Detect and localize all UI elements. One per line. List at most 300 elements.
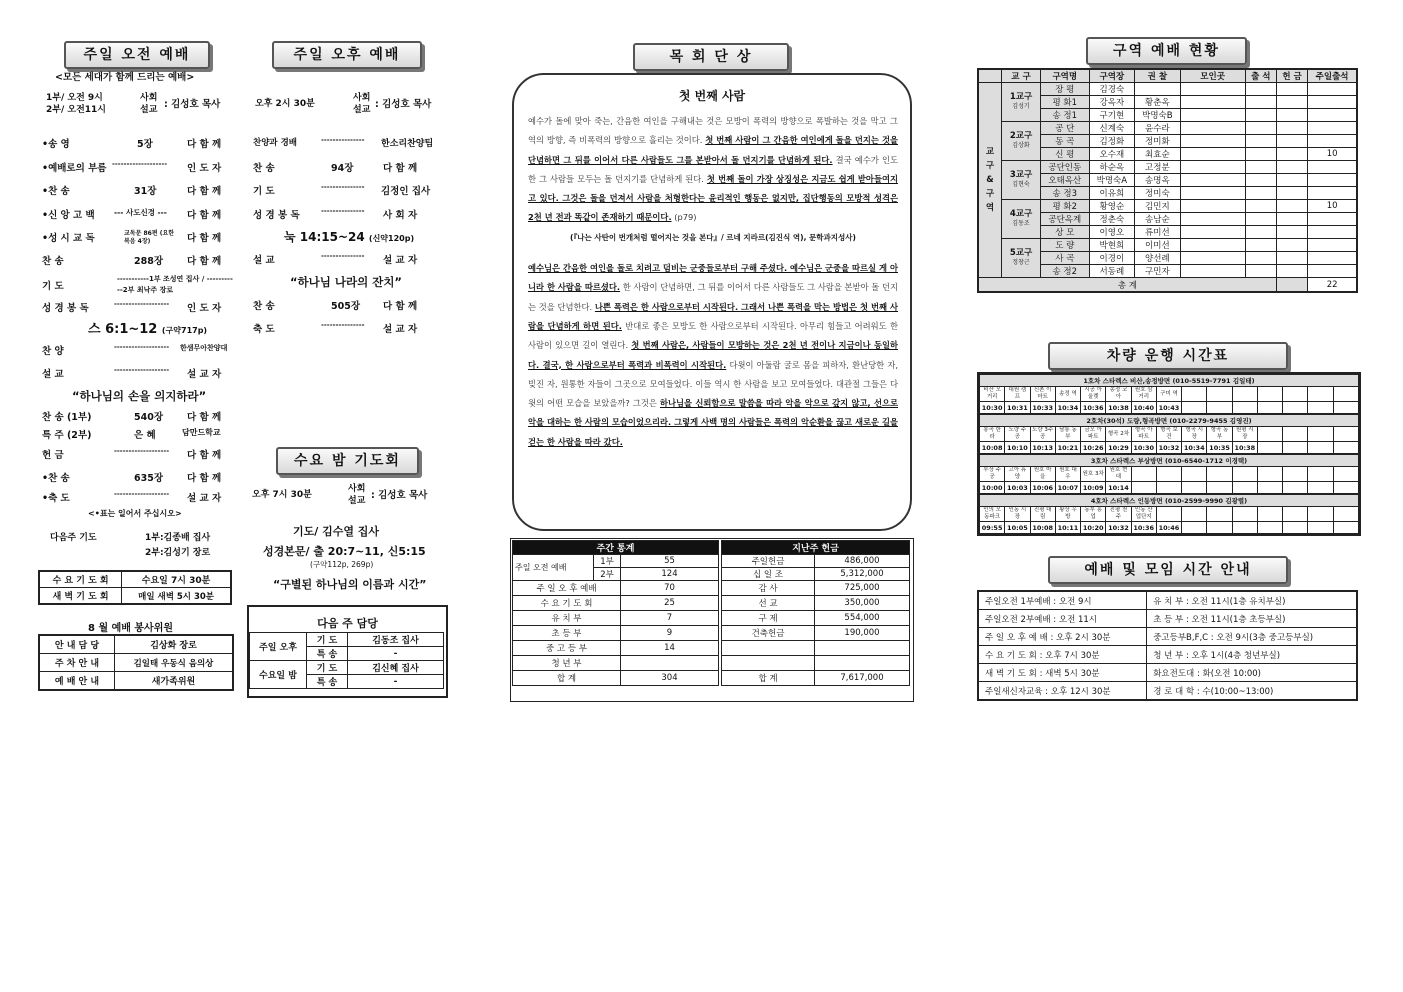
bus-time bbox=[1283, 402, 1308, 414]
table-cell: 상 모 bbox=[1041, 226, 1090, 239]
table-cell: 공단인동 bbox=[1041, 161, 1090, 174]
district-group: 5교구 정창근 bbox=[1002, 239, 1041, 278]
bus-stop: 금오 아파트 bbox=[1081, 427, 1106, 442]
table-cell: 박현희 bbox=[1089, 239, 1135, 252]
table-row: 특 송 - bbox=[250, 675, 444, 689]
bus-time: 10:36 bbox=[1081, 402, 1106, 414]
bus-time: 10:10 bbox=[1005, 442, 1030, 454]
bus-stop bbox=[1156, 507, 1181, 522]
bus-stop bbox=[1283, 467, 1308, 482]
bus-route-table bbox=[979, 414, 1359, 454]
table-cell: 양선례 bbox=[1135, 252, 1181, 265]
table-row bbox=[980, 442, 1359, 454]
table-cell bbox=[1180, 148, 1245, 161]
table-row: 합 계 304 bbox=[513, 671, 719, 686]
table-cell bbox=[1308, 174, 1357, 187]
bus-time bbox=[1232, 482, 1257, 494]
table-cell bbox=[1245, 83, 1276, 96]
bus-stop: 원호 현대 bbox=[1106, 467, 1131, 482]
bus-route-table bbox=[979, 374, 1359, 414]
bus-stop bbox=[1308, 387, 1333, 402]
table-cell: 송 정2 bbox=[1041, 265, 1090, 278]
table-cell bbox=[1245, 187, 1276, 200]
table-cell bbox=[1276, 226, 1307, 239]
morning-time-2: 2부/ 오전11시 bbox=[46, 105, 106, 115]
district-group: 3교구 김현숙 bbox=[1002, 161, 1041, 200]
table-row: 주일헌금 486,000 bbox=[722, 555, 910, 568]
stand-note: <•표는 일어서 주십시오> bbox=[88, 509, 182, 518]
bus-route-table bbox=[979, 494, 1359, 534]
table-row: 수요일 밤 기 도 김신혜 집사 bbox=[250, 661, 444, 675]
bus-stop: 구미 역 bbox=[1156, 387, 1181, 402]
table-row: 수 요 기 도 회 : 오후 7시 30분 청 년 부 : 오후 1시(4층 청년부실) bbox=[978, 646, 1357, 664]
table-row bbox=[980, 415, 1359, 427]
bus-stop bbox=[1333, 427, 1358, 442]
bus-stop: 원평 시장 bbox=[1232, 427, 1257, 442]
table-cell: 김경숙 bbox=[1089, 83, 1135, 96]
bus-route-title: 3호차 스타렉스 부상방면 (010-6540-1712 이경택) bbox=[980, 455, 1359, 467]
bus-time: 10:05 bbox=[1005, 522, 1030, 534]
schedule-table bbox=[977, 590, 1358, 701]
bus-time: 10:03 bbox=[1005, 482, 1030, 494]
table-cell bbox=[1276, 161, 1307, 174]
pastoral-paragraph-2: 예수님은 간음한 여인을 돌로 치려고 덤비는 군중들로부터 구해 주셨다. 예수님은 군중을 따르실 게 아니라 한 사람을 따르셨다. 한 사람이 단념하면, 그 뒤를 이어서 다른 사람들도 그 사람을 본받아 돌 던지는 것을 단념한다. 나쁜 폭력은 한 사람으로부터 시작된다. 그래서 나쁜 폭력을 막는 방법은 첫 번째 사람을 단념하게 하면 된다. 반대로 좋은 모방도 한 사람으로부터 시작된다. 아무리 힘들고 어려워도 한 사람이 있으면 길이 열린다. 첫 번째 사람은, 사람들이 모방하는 것은 2천 년 전이나 지금이나 동일하다. 결국, 한 사람으로부터 폭력과 비폭력이 시작된다. 다윗이 아둘람 굴로 몸을 피하자, 환난당한 자, 빚진 자, 원통한 자들이 그곳으로 모여들었다. 이들 역시 한 사람을 보고 모여들었다. 대관절 그들은 다윗의 어떤 모습을 보았을까? 그것은 하나님을 신뢰함으로 말씀을 따라 악을 악으로 갚지 않고, 선으로 악을 대하는 한 사람의 모습이었으리라. 그렇게 사백 명의 사람들은 폭력의 악순환을 끊고 새로운 길을 걷는 한 사람을 따라 갔다. bbox=[528, 263, 899, 447]
table-cell: 이영오 bbox=[1089, 226, 1135, 239]
table-row: 예 배 안 내 새가족위원 bbox=[39, 672, 233, 691]
bus-time: 10:38 bbox=[1232, 442, 1257, 454]
bus-stop: 남통 동부 bbox=[1055, 427, 1080, 442]
bus-time bbox=[1283, 442, 1308, 454]
table-cell bbox=[1180, 252, 1245, 265]
table-cell: 오태옥산 bbox=[1041, 174, 1090, 187]
table-cell: 신 평 bbox=[1041, 148, 1090, 161]
table-row: 주일오전 1부예배 : 오전 9시 유 치 부 : 오전 11시(1층 유치부실) bbox=[978, 591, 1357, 610]
bus-time: 10:29 bbox=[1106, 442, 1131, 454]
bus-time: 10:30 bbox=[1131, 442, 1156, 454]
table-cell: 구기현 bbox=[1089, 109, 1135, 122]
table-row: 청 년 부 bbox=[513, 656, 719, 671]
morning-sermon-title: “하나님의 손을 의지하라” bbox=[72, 389, 207, 403]
table-cell: 송명옥 bbox=[1135, 174, 1181, 187]
bus-time: 10:26 bbox=[1081, 442, 1106, 454]
table-cell: 신계숙 bbox=[1089, 122, 1135, 135]
table-cell bbox=[1245, 96, 1276, 109]
table-row: 특 송 - bbox=[250, 647, 444, 661]
bus-time bbox=[1333, 482, 1358, 494]
schedule-title: 예배 및 모임 시간 안내 bbox=[1048, 556, 1288, 584]
table-cell bbox=[1308, 252, 1357, 265]
bus-time: 10:32 bbox=[1106, 522, 1131, 534]
bus-stop bbox=[1131, 467, 1156, 482]
table-cell bbox=[1180, 83, 1245, 96]
bus-time bbox=[1207, 402, 1232, 414]
table-cell bbox=[1276, 200, 1307, 213]
afternoon-scripture: 눅 14:15~24 (신약120p) bbox=[284, 230, 415, 244]
pastoral-title: 목 회 단 상 bbox=[633, 43, 789, 71]
table-row: 주일 오후 기 도 김동조 집사 bbox=[250, 633, 444, 647]
table-cell bbox=[1245, 265, 1276, 278]
bus-time bbox=[1182, 402, 1207, 414]
bus-time bbox=[1333, 402, 1358, 414]
table-cell bbox=[1308, 109, 1357, 122]
bus-stop: 인의 오동파크 bbox=[980, 507, 1005, 522]
bus-time: 10:13 bbox=[1030, 442, 1055, 454]
table-row: 유 치 부 7 bbox=[513, 611, 719, 626]
afternoon-sermon-label: 설교 bbox=[353, 105, 371, 115]
table-cell: 윤수라 bbox=[1135, 122, 1181, 135]
table-cell bbox=[1276, 109, 1307, 122]
bus-time: 10:46 bbox=[1156, 522, 1181, 534]
bus-time: 10:34 bbox=[1055, 402, 1080, 414]
table-cell: 정춘숙 bbox=[1089, 213, 1135, 226]
bus-time bbox=[1308, 522, 1333, 534]
bus-time: 10:21 bbox=[1055, 442, 1080, 454]
table-row bbox=[722, 641, 910, 656]
table-cell: 고정분 bbox=[1135, 161, 1181, 174]
bus-time: 10:34 bbox=[1182, 442, 1207, 454]
wednesday-host-label: 사회 bbox=[348, 484, 366, 494]
table-cell: 구민자 bbox=[1135, 265, 1181, 278]
table-row bbox=[980, 455, 1359, 467]
bus-time: 10:08 bbox=[980, 442, 1005, 454]
table-cell: 평 화2 bbox=[1041, 200, 1090, 213]
bus-route-title: 4호차 스타렉스 인동방면 (010-2599-9990 김광렬) bbox=[980, 495, 1359, 507]
pastoral-paragraph-1: 예수가 돌에 맞아 죽는, 간음한 여인을 구해내는 것은 모방이 폭력의 방향으로 폭발하는 것을 막고 그 역의 방향, 즉 비폭력의 방향으로 흘리는 것이다. 첫 번째 사람이 그 간음한 여인에게 돌을 던지는 것을 단념하면 그 뒤를 이어서 다른 사람들도 그를 본받아서 돌 던지기를 단념하게 된다. 결국 예수가 인도한 그 사람들 모두는 돌 던지기를 단념하게 된다. 첫 번째 돌이 가장 상징성은 지금도 쉽게 받아들여지고 있다. 그것은 돌을 던져서 사람을 처형한다는 윤리적인 행동은 없지만, 집단행동의 모방적 성격은 2천 년 전과 똑같이 존재하기 때문이다. (p79) bbox=[528, 116, 898, 223]
wednesday-title: 수요 밤 기도회 bbox=[276, 447, 419, 475]
table-row: 새 벽 기 도 회 : 새벽 5시 30분 화요전도대 : 화(오전 10:00) bbox=[978, 664, 1357, 682]
morning-subtitle: <모든 세대가 함께 드리는 예배> bbox=[55, 72, 195, 83]
bus-stop bbox=[1232, 467, 1257, 482]
next-prayer-label: 다음주 기도 bbox=[50, 533, 97, 543]
table-row: 주 일 오 후 예 배 : 오후 2시 30분 중고등부B,F,C : 오전 9시(3층 중고등부실) bbox=[978, 628, 1357, 646]
afternoon-sermon-title: “하나님 나라의 잔치” bbox=[290, 275, 402, 289]
bus-stop: 형곡 시장 bbox=[1182, 427, 1207, 442]
bus-stop bbox=[1182, 467, 1207, 482]
bus-stop: 부상 주공 bbox=[980, 467, 1005, 482]
table-cell bbox=[1308, 187, 1357, 200]
table-row: 구 제 554,000 bbox=[722, 611, 910, 626]
table-cell bbox=[1276, 174, 1307, 187]
table-cell bbox=[1245, 148, 1276, 161]
bus-stop: 송정 코아 bbox=[1106, 387, 1131, 402]
table-row bbox=[980, 402, 1359, 414]
bus-time bbox=[1308, 442, 1333, 454]
table-cell bbox=[1245, 122, 1276, 135]
bus-stop: 원호 3차 bbox=[1081, 467, 1106, 482]
table-cell bbox=[1135, 83, 1181, 96]
district-group: 4교구 김동조 bbox=[1002, 200, 1041, 239]
afternoon-host-label: 사회 bbox=[353, 93, 371, 103]
table-cell: 서동례 bbox=[1089, 265, 1135, 278]
bus-stop bbox=[1333, 467, 1358, 482]
table-cell bbox=[1276, 239, 1307, 252]
bus-stop bbox=[1283, 507, 1308, 522]
bus-stop: 원호 삼거리 bbox=[1131, 387, 1156, 402]
next-prayer-1: 1부:김종배 집사 bbox=[145, 533, 211, 543]
bus-stop bbox=[1257, 427, 1282, 442]
table-cell bbox=[1245, 200, 1276, 213]
bus-stop: 동부 흥업 bbox=[1081, 507, 1106, 522]
bus-stop bbox=[1308, 427, 1333, 442]
afternoon-time: 오후 2시 30분 bbox=[255, 99, 315, 109]
bus-time: 10:38 bbox=[1106, 402, 1131, 414]
bus-stop bbox=[1207, 467, 1232, 482]
table-cell bbox=[1180, 200, 1245, 213]
bus-time bbox=[1257, 522, 1282, 534]
bus-time bbox=[1333, 522, 1358, 534]
wednesday-time: 오후 7시 30분 bbox=[252, 490, 312, 500]
bus-stop: 형곡 보건 bbox=[1156, 427, 1181, 442]
table-cell bbox=[1245, 135, 1276, 148]
bus-stop bbox=[1257, 507, 1282, 522]
table-cell: 송 정1 bbox=[1041, 109, 1090, 122]
bus-time bbox=[1156, 482, 1181, 494]
table-cell bbox=[1245, 161, 1276, 174]
table-row: 안 내 담 당 김상화 장로 bbox=[39, 635, 233, 654]
prayer-times-table bbox=[38, 570, 232, 605]
table-cell bbox=[1308, 135, 1357, 148]
table-cell: 박명숙A bbox=[1089, 174, 1135, 187]
bus-time bbox=[1308, 482, 1333, 494]
pastoral-box bbox=[512, 73, 912, 531]
bus-time bbox=[1182, 522, 1207, 534]
table-row: 2부 124 bbox=[513, 568, 719, 581]
bus-stop: 형곡 아파트 bbox=[1131, 427, 1156, 442]
bus-stop: 진평 대림 bbox=[1030, 507, 1055, 522]
bus-stop: 도량 3주공 bbox=[1030, 427, 1055, 442]
morning-title: 주일 오전 예배 bbox=[64, 41, 210, 69]
bus-stop bbox=[1283, 427, 1308, 442]
bus-stop: 고아 휴양 bbox=[1005, 467, 1030, 482]
table-row: 십 일 조 5,312,000 bbox=[722, 568, 910, 581]
table-row bbox=[980, 387, 1359, 402]
bus-stop bbox=[1257, 467, 1282, 482]
table-row bbox=[980, 495, 1359, 507]
pastoral-heading: 첫 번째 사람 bbox=[678, 89, 746, 103]
bus-time: 10:06 bbox=[1030, 482, 1055, 494]
bus-stop: 인동 시장 bbox=[1005, 507, 1030, 522]
wednesday-sermon-title: “구별된 하나님의 이름과 시간” bbox=[273, 578, 427, 591]
table-row bbox=[978, 200, 1357, 213]
pastoral-quote: (『나는 사탄이 번개처럼 떨어지는 것을 본다』/ 르네 지라르(김진식 역), 문학과지성사) bbox=[570, 232, 856, 242]
bus-stop: 형곡 동부 bbox=[1207, 427, 1232, 442]
bus-stop bbox=[1156, 467, 1181, 482]
next-week-table bbox=[249, 632, 444, 689]
table-row: 합 계 7,617,000 bbox=[722, 671, 910, 686]
table-cell bbox=[1308, 96, 1357, 109]
table-cell: 10 bbox=[1308, 148, 1357, 161]
table-cell bbox=[1276, 135, 1307, 148]
bus-time bbox=[1207, 482, 1232, 494]
table-cell bbox=[1245, 109, 1276, 122]
table-cell bbox=[1276, 83, 1307, 96]
table-cell bbox=[1180, 226, 1245, 239]
bus-stop: 형곡 2차 bbox=[1106, 427, 1131, 442]
table-row bbox=[980, 375, 1359, 387]
table-cell bbox=[1180, 161, 1245, 174]
table-cell bbox=[1276, 96, 1307, 109]
table-cell: 사 곡 bbox=[1041, 252, 1090, 265]
bus-time: 10:09 bbox=[1081, 482, 1106, 494]
bus-time: 10:40 bbox=[1131, 402, 1156, 414]
table-cell: 하순옥 bbox=[1089, 161, 1135, 174]
table-cell bbox=[1180, 122, 1245, 135]
afternoon-title: 주일 오후 예배 bbox=[272, 41, 422, 69]
next-prayer-2: 2부:김성기 장로 bbox=[145, 548, 211, 558]
table-row: 중 고 등 부 14 bbox=[513, 641, 719, 656]
bus-route-title: 1호차 스타렉스 비산,송정방면 (010-5519-7791 김일태) bbox=[980, 375, 1359, 387]
bus-time bbox=[1182, 482, 1207, 494]
table-cell bbox=[1276, 148, 1307, 161]
table-row: 선 교 350,000 bbox=[722, 596, 910, 611]
wednesday-prayer: 기도/ 김수열 집사 bbox=[293, 525, 380, 538]
weekly-stats-table bbox=[512, 540, 719, 686]
table-cell bbox=[1276, 187, 1307, 200]
table-cell: 10 bbox=[1308, 200, 1357, 213]
table-cell bbox=[1276, 265, 1307, 278]
morning-host-label: 사회 bbox=[140, 93, 158, 103]
bus-time bbox=[1131, 482, 1156, 494]
bus-stop bbox=[1283, 387, 1308, 402]
morning-scripture: 스 6:1~12 (구약717p) bbox=[88, 322, 208, 337]
bus-time bbox=[1257, 482, 1282, 494]
bus-stop bbox=[1232, 387, 1257, 402]
bus-time bbox=[1257, 402, 1282, 414]
bus-time bbox=[1207, 522, 1232, 534]
table-cell bbox=[1308, 265, 1357, 278]
bus-stop: 대원 캠프 bbox=[1005, 387, 1030, 402]
bus-time: 10:30 bbox=[980, 402, 1005, 414]
table-cell: 최효순 bbox=[1135, 148, 1181, 161]
table-cell bbox=[1180, 109, 1245, 122]
morning-leader: : 김성호 목사 bbox=[164, 99, 221, 110]
bus-time bbox=[1308, 402, 1333, 414]
table-cell bbox=[1308, 83, 1357, 96]
bus-time: 10:00 bbox=[980, 482, 1005, 494]
wednesday-leader: : 김성호 목사 bbox=[371, 490, 428, 501]
bus-time bbox=[1257, 442, 1282, 454]
table-cell: 이미선 bbox=[1135, 239, 1181, 252]
bus-stop: 진평 천주 bbox=[1106, 507, 1131, 522]
table-row: 교 구 구역명 구역장 권 찰 모인곳 출 석 헌 금 주일출석 bbox=[978, 69, 1357, 83]
table-row bbox=[722, 656, 910, 671]
table-cell: 오수재 bbox=[1089, 148, 1135, 161]
bus-time bbox=[1232, 522, 1257, 534]
table-cell: 이유희 bbox=[1089, 187, 1135, 200]
bus-title: 차량 운행 시간표 bbox=[1048, 342, 1288, 370]
bus-time: 10:14 bbox=[1106, 482, 1131, 494]
next-week-title: 다음 주 담당 bbox=[317, 617, 378, 630]
table-row bbox=[980, 522, 1359, 534]
table-cell: 김정화 bbox=[1089, 135, 1135, 148]
bus-stop bbox=[1182, 507, 1207, 522]
bus-route-title: 2호차(30석) 도량,형곡방면 (010-2279-9455 김영진) bbox=[980, 415, 1359, 427]
table-cell: 강옥자 bbox=[1089, 96, 1135, 109]
district-table bbox=[977, 68, 1358, 293]
bus-time bbox=[1283, 482, 1308, 494]
table-row: 새 벽 기 도 회 매일 새벽 5시 30분 bbox=[39, 588, 231, 605]
bus-stop: 비산 오거리 bbox=[980, 387, 1005, 402]
table-cell bbox=[1245, 226, 1276, 239]
table-cell bbox=[1180, 174, 1245, 187]
bus-schedule bbox=[977, 372, 1361, 536]
table-cell: 송 정3 bbox=[1041, 187, 1090, 200]
table-cell: 류미선 bbox=[1135, 226, 1181, 239]
bus-stop: 송정 역 bbox=[1055, 387, 1080, 402]
bus-stop: 시공 아울렛 bbox=[1081, 387, 1106, 402]
table-row bbox=[978, 122, 1357, 135]
table-cell bbox=[1245, 252, 1276, 265]
table-row bbox=[978, 83, 1357, 96]
table-cell: 박명숙B bbox=[1135, 109, 1181, 122]
bus-stop bbox=[1333, 387, 1358, 402]
district-group: 1교구 김성기 bbox=[1002, 83, 1041, 122]
table-row: 수 요 기 도 회 25 bbox=[513, 596, 719, 611]
bus-stop bbox=[1308, 467, 1333, 482]
table-row: 주 일 오 후 예배 70 bbox=[513, 581, 719, 596]
table-cell: 이경이 bbox=[1089, 252, 1135, 265]
table-row bbox=[980, 427, 1359, 442]
table-cell bbox=[1180, 96, 1245, 109]
table-cell bbox=[1245, 239, 1276, 252]
table-row: 주일 오전 예배 1부 55 bbox=[513, 555, 719, 568]
table-cell: 장 평 bbox=[1041, 83, 1090, 96]
table-cell bbox=[1245, 213, 1276, 226]
table-row: 수 요 기 도 회 수요일 7시 30분 bbox=[39, 571, 231, 588]
wednesday-sermon-label: 설교 bbox=[348, 496, 366, 506]
bus-time: 09:55 bbox=[980, 522, 1005, 534]
table-row bbox=[980, 482, 1359, 494]
table-cell: 공단옥계 bbox=[1041, 213, 1090, 226]
table-cell bbox=[1180, 239, 1245, 252]
bus-stop: 인동 산업단지 bbox=[1131, 507, 1156, 522]
table-cell bbox=[1180, 265, 1245, 278]
offering-table bbox=[721, 540, 910, 686]
table-cell bbox=[1245, 174, 1276, 187]
bus-time bbox=[1283, 522, 1308, 534]
wednesday-scripture: 성경본문/ 출 20:7~11, 신5:15 bbox=[263, 545, 426, 558]
table-row: 건축헌금 190,000 bbox=[722, 626, 910, 641]
district-side-label: 교 구 & 구 역 bbox=[978, 83, 1002, 278]
table-cell: 동 곡 bbox=[1041, 135, 1090, 148]
bus-stop: 원호 대우 bbox=[1055, 467, 1080, 482]
wednesday-scripture-page: (구약112p, 269p) bbox=[310, 560, 374, 569]
table-cell: 김민지 bbox=[1135, 200, 1181, 213]
table-cell bbox=[1308, 226, 1357, 239]
bus-time: 10:07 bbox=[1055, 482, 1080, 494]
table-cell bbox=[1308, 122, 1357, 135]
afternoon-leader: : 김성호 목사 bbox=[375, 99, 432, 110]
bus-time bbox=[1232, 402, 1257, 414]
bus-stop: 황상 우방 bbox=[1055, 507, 1080, 522]
table-cell: 도 량 bbox=[1041, 239, 1090, 252]
table-cell: 정미화 bbox=[1135, 135, 1181, 148]
bus-stop bbox=[1333, 507, 1358, 522]
table-row: 총 계 22 bbox=[978, 278, 1357, 293]
bus-stop: 신촌 이마트 bbox=[1030, 387, 1055, 402]
bus-time: 10:43 bbox=[1156, 402, 1181, 414]
table-cell: 황영순 bbox=[1089, 200, 1135, 213]
table-cell bbox=[1180, 135, 1245, 148]
bus-time: 10:20 bbox=[1081, 522, 1106, 534]
table-cell: 평 화1 bbox=[1041, 96, 1090, 109]
bus-time bbox=[1333, 442, 1358, 454]
table-cell bbox=[1308, 239, 1357, 252]
bus-time: 10:32 bbox=[1156, 442, 1181, 454]
morning-time-1: 1부/ 오전 9시 bbox=[46, 93, 103, 103]
table-cell bbox=[1180, 187, 1245, 200]
district-title: 구역 예배 현황 bbox=[1086, 37, 1247, 65]
